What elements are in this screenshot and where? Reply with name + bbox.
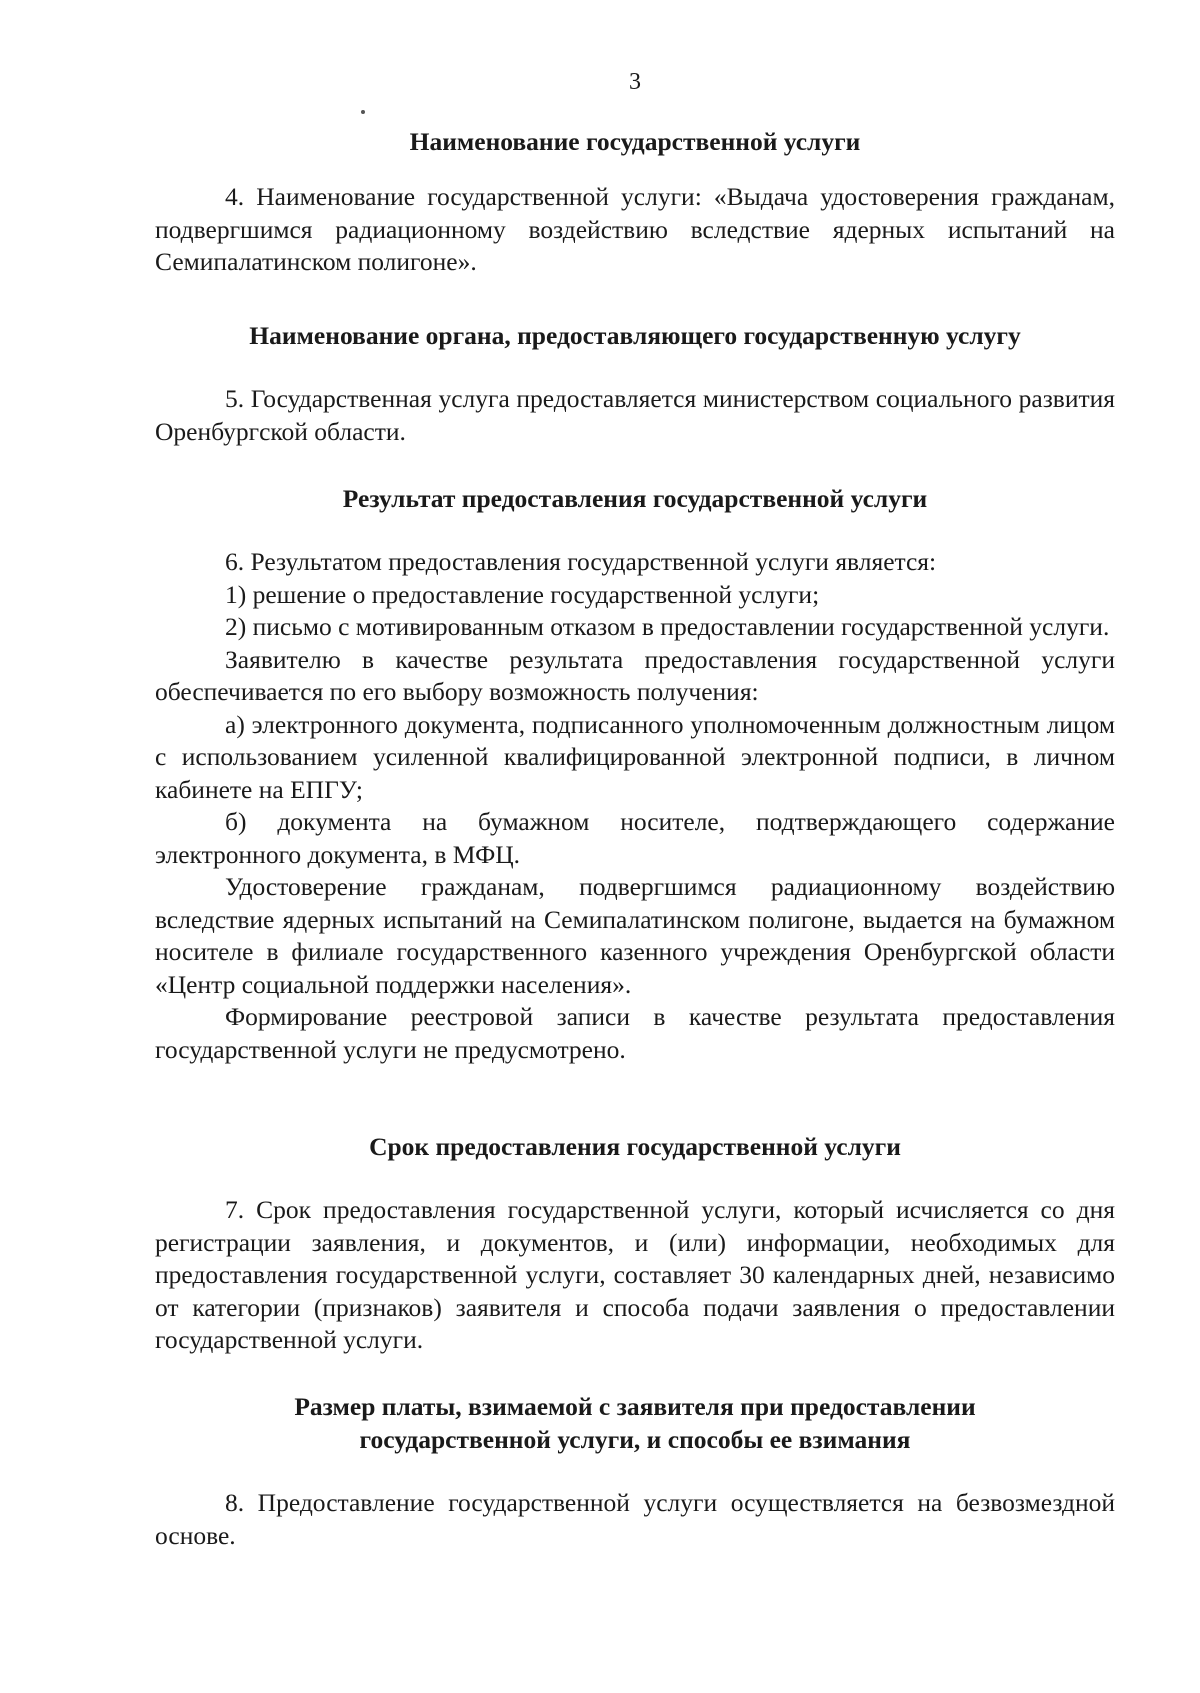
scan-speck [361,110,365,114]
paragraph-5: 5. Государственная услуга предоставляется министерством социального развития Оренбургской области. [155,384,1115,446]
section-body-result [155,546,1115,1066]
section-body-service-name [155,181,1115,279]
section-heading-fee-line-2: государственной услуги, и способы ее взимания [359,1425,911,1454]
section-heading-term: Срок предоставления государственной услуги [369,1132,901,1161]
section-heading-result: Результат предоставления государственной услуги [342,484,928,513]
page-number: 3 [629,69,641,95]
section-body-term [155,1194,1115,1357]
paragraph-7: 7. Срок предоставления государственной услуги, который исчисляется со дня регистрации заявления, и документов, и (или) информации, необходимых для предоставления государственной услуги, составляет 30 календарных дней, независимо от категории (признаков) заявителя и способа подачи заявления о предоставлении государственной услуги. [155,1195,1115,1354]
paragraph-6-item-2: 2) письмо с мотивированным отказом в предоставлении государственной услуги. [225,612,1110,641]
paragraph-6-applicant-options: Заявителю в качестве результата предоставления государственной услуги обеспечивается по его выбору возможность получения: [155,644,1115,706]
section-heading-authority: Наименование органа, предоставляющего государственную услугу [249,321,1021,350]
section-body-authority [155,383,1115,448]
section-heading-service-name: Наименование государственной услуги [409,127,861,156]
paragraph-6-item-1: 1) решение о предоставление государственной услуги; [225,579,820,609]
paragraph-6: 6. Результатом предоставления государственной услуги является: [225,547,937,576]
paragraph-8: 8. Предоставление государственной услуги осуществляется на безвозмездной основе. [155,1488,1115,1550]
paragraph-6-registry: Формирование реестровой записи в качестве результата предоставления государственной услуги не предусмотрено. [155,1002,1115,1064]
section-heading-fee-line-1: Размер платы, взимаемой с заявителя при предоставлении [294,1392,976,1421]
section-body-fee [155,1487,1115,1552]
paragraph-6-option-b: б) документа на бумажном носителе, подтверждающего содержание электронного документа, в МФЦ. [155,807,1115,869]
paragraph-6-option-a: а) электронного документа, подписанного уполномоченным должностным лицом с использованием усиленной квалифицированной электронной подписи, в личном кабинете на ЕПГУ; [155,709,1115,804]
paragraph-6-certificate: Удостоверение гражданам, подвергшимся радиационному воздействию вследствие ядерных испытаний на Семипалатинском полигоне, выдается на бумажном носителе в филиале государственного казенного учреждения Оренбургской области «Центр социальной поддержки населения». [155,872,1115,999]
paragraph-4: 4. Наименование государственной услуги: «Выдача удостоверения гражданам, подвергшимся радиационному воздействию вследствие ядерных испытаний на Семипалатинском полигоне». [155,182,1115,276]
document-page [155,0,1115,1693]
